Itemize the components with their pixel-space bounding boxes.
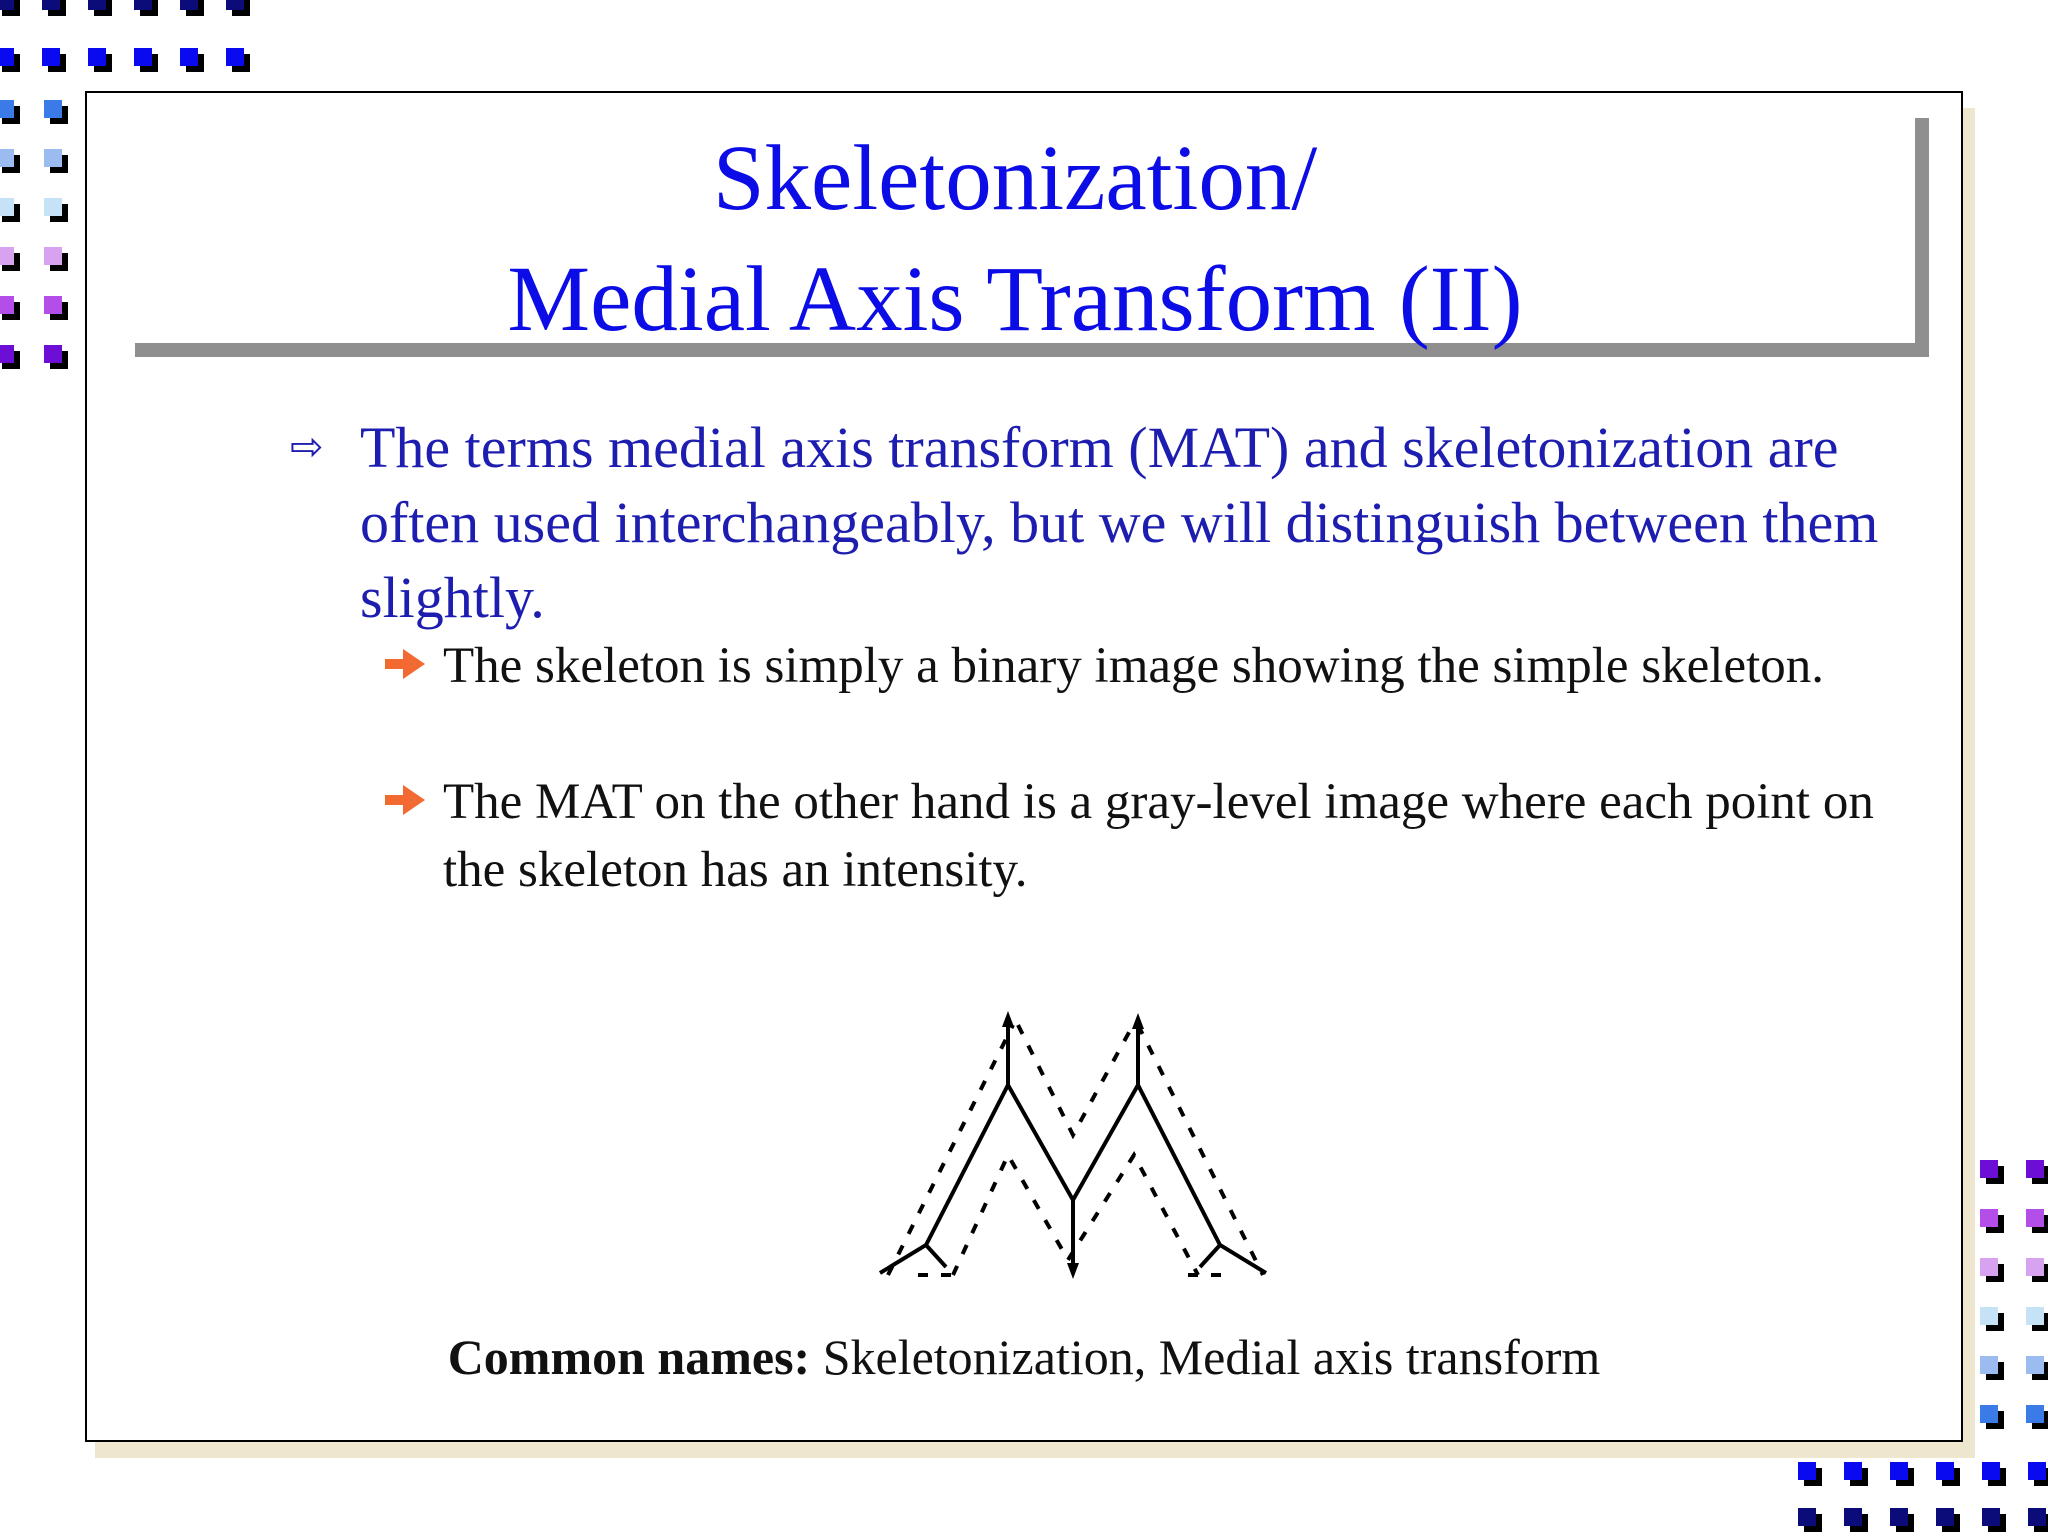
decorative-square	[1890, 1508, 1914, 1532]
decorative-square	[2028, 1462, 2048, 1486]
main-bullet-text: The terms medial axis transform (MAT) and skeletonization are often used interchangeably, but we will distinguish between them slightly.	[360, 415, 1879, 630]
decorative-square	[0, 247, 20, 271]
decorative-square	[0, 345, 20, 369]
orange-arrow-icon	[385, 783, 429, 817]
decorative-square	[1936, 1462, 1960, 1486]
title-line-2: Medial Axis Transform (II)	[507, 248, 1523, 351]
caption	[85, 1325, 1963, 1389]
decorative-square	[44, 345, 68, 369]
title-line-1: Skeletonization/	[712, 127, 1318, 230]
main-bullet	[290, 410, 1910, 635]
dashed-outline	[888, 1025, 1263, 1275]
decorative-square	[134, 48, 158, 72]
decorative-square	[42, 48, 66, 72]
decorative-square	[226, 48, 250, 72]
decorative-square	[134, 0, 158, 16]
decorative-square	[1980, 1160, 2004, 1184]
caption-text: Skeletonization, Medial axis transform	[810, 1329, 1601, 1385]
decorative-square	[1980, 1356, 2004, 1380]
decorative-square	[2026, 1160, 2048, 1184]
decorative-square	[44, 100, 68, 124]
title-bar-shadow-right	[1915, 118, 1929, 357]
decorative-square	[0, 100, 20, 124]
decorative-square	[0, 48, 20, 72]
sub-bullet-mat	[385, 768, 1905, 904]
skeleton-lines	[880, 1017, 1266, 1273]
decorative-square	[0, 198, 20, 222]
decorative-square	[0, 0, 20, 16]
decorative-square	[0, 296, 20, 320]
decorative-square	[2028, 1508, 2048, 1532]
decorative-square	[44, 149, 68, 173]
sub-bullet-skeleton	[385, 632, 1905, 700]
decorative-square	[2026, 1405, 2048, 1429]
decorative-square	[44, 198, 68, 222]
m-skeleton-figure	[868, 1005, 1278, 1285]
caption-label: Common names:	[447, 1329, 811, 1385]
decorative-square	[2026, 1258, 2048, 1282]
decorative-square	[44, 247, 68, 271]
decorative-square	[226, 0, 250, 16]
hollow-right-arrow-icon: ⇨	[290, 424, 324, 470]
decorative-square	[88, 48, 112, 72]
decorative-square	[1982, 1508, 2006, 1532]
decorative-square	[2026, 1307, 2048, 1331]
decorative-square	[1798, 1508, 1822, 1532]
slide-title	[135, 118, 1895, 360]
decorative-square	[1980, 1209, 2004, 1233]
decorative-square	[88, 0, 112, 16]
decorative-square	[1980, 1258, 2004, 1282]
decorative-square	[1890, 1462, 1914, 1486]
decorative-square	[2026, 1209, 2048, 1233]
decorative-square	[1844, 1508, 1868, 1532]
decorative-square	[1980, 1307, 2004, 1331]
decorative-square	[1936, 1508, 1960, 1532]
decorative-square	[42, 0, 66, 16]
decorative-square	[1980, 1405, 2004, 1429]
decorative-square	[1844, 1462, 1868, 1486]
decorative-square	[0, 149, 20, 173]
decorative-square	[180, 0, 204, 16]
decorative-square	[2026, 1356, 2048, 1380]
decorative-square	[1798, 1462, 1822, 1486]
orange-arrow-icon	[385, 647, 429, 681]
decorative-square	[44, 296, 68, 320]
sub-bullet-text: The skeleton is simply a binary image showing the simple skeleton.	[443, 638, 1825, 694]
decorative-square	[1982, 1462, 2006, 1486]
sub-bullet-text: The MAT on the other hand is a gray-level image where each point on the skeleton has an intensity.	[443, 774, 1874, 898]
decorative-square	[180, 48, 204, 72]
